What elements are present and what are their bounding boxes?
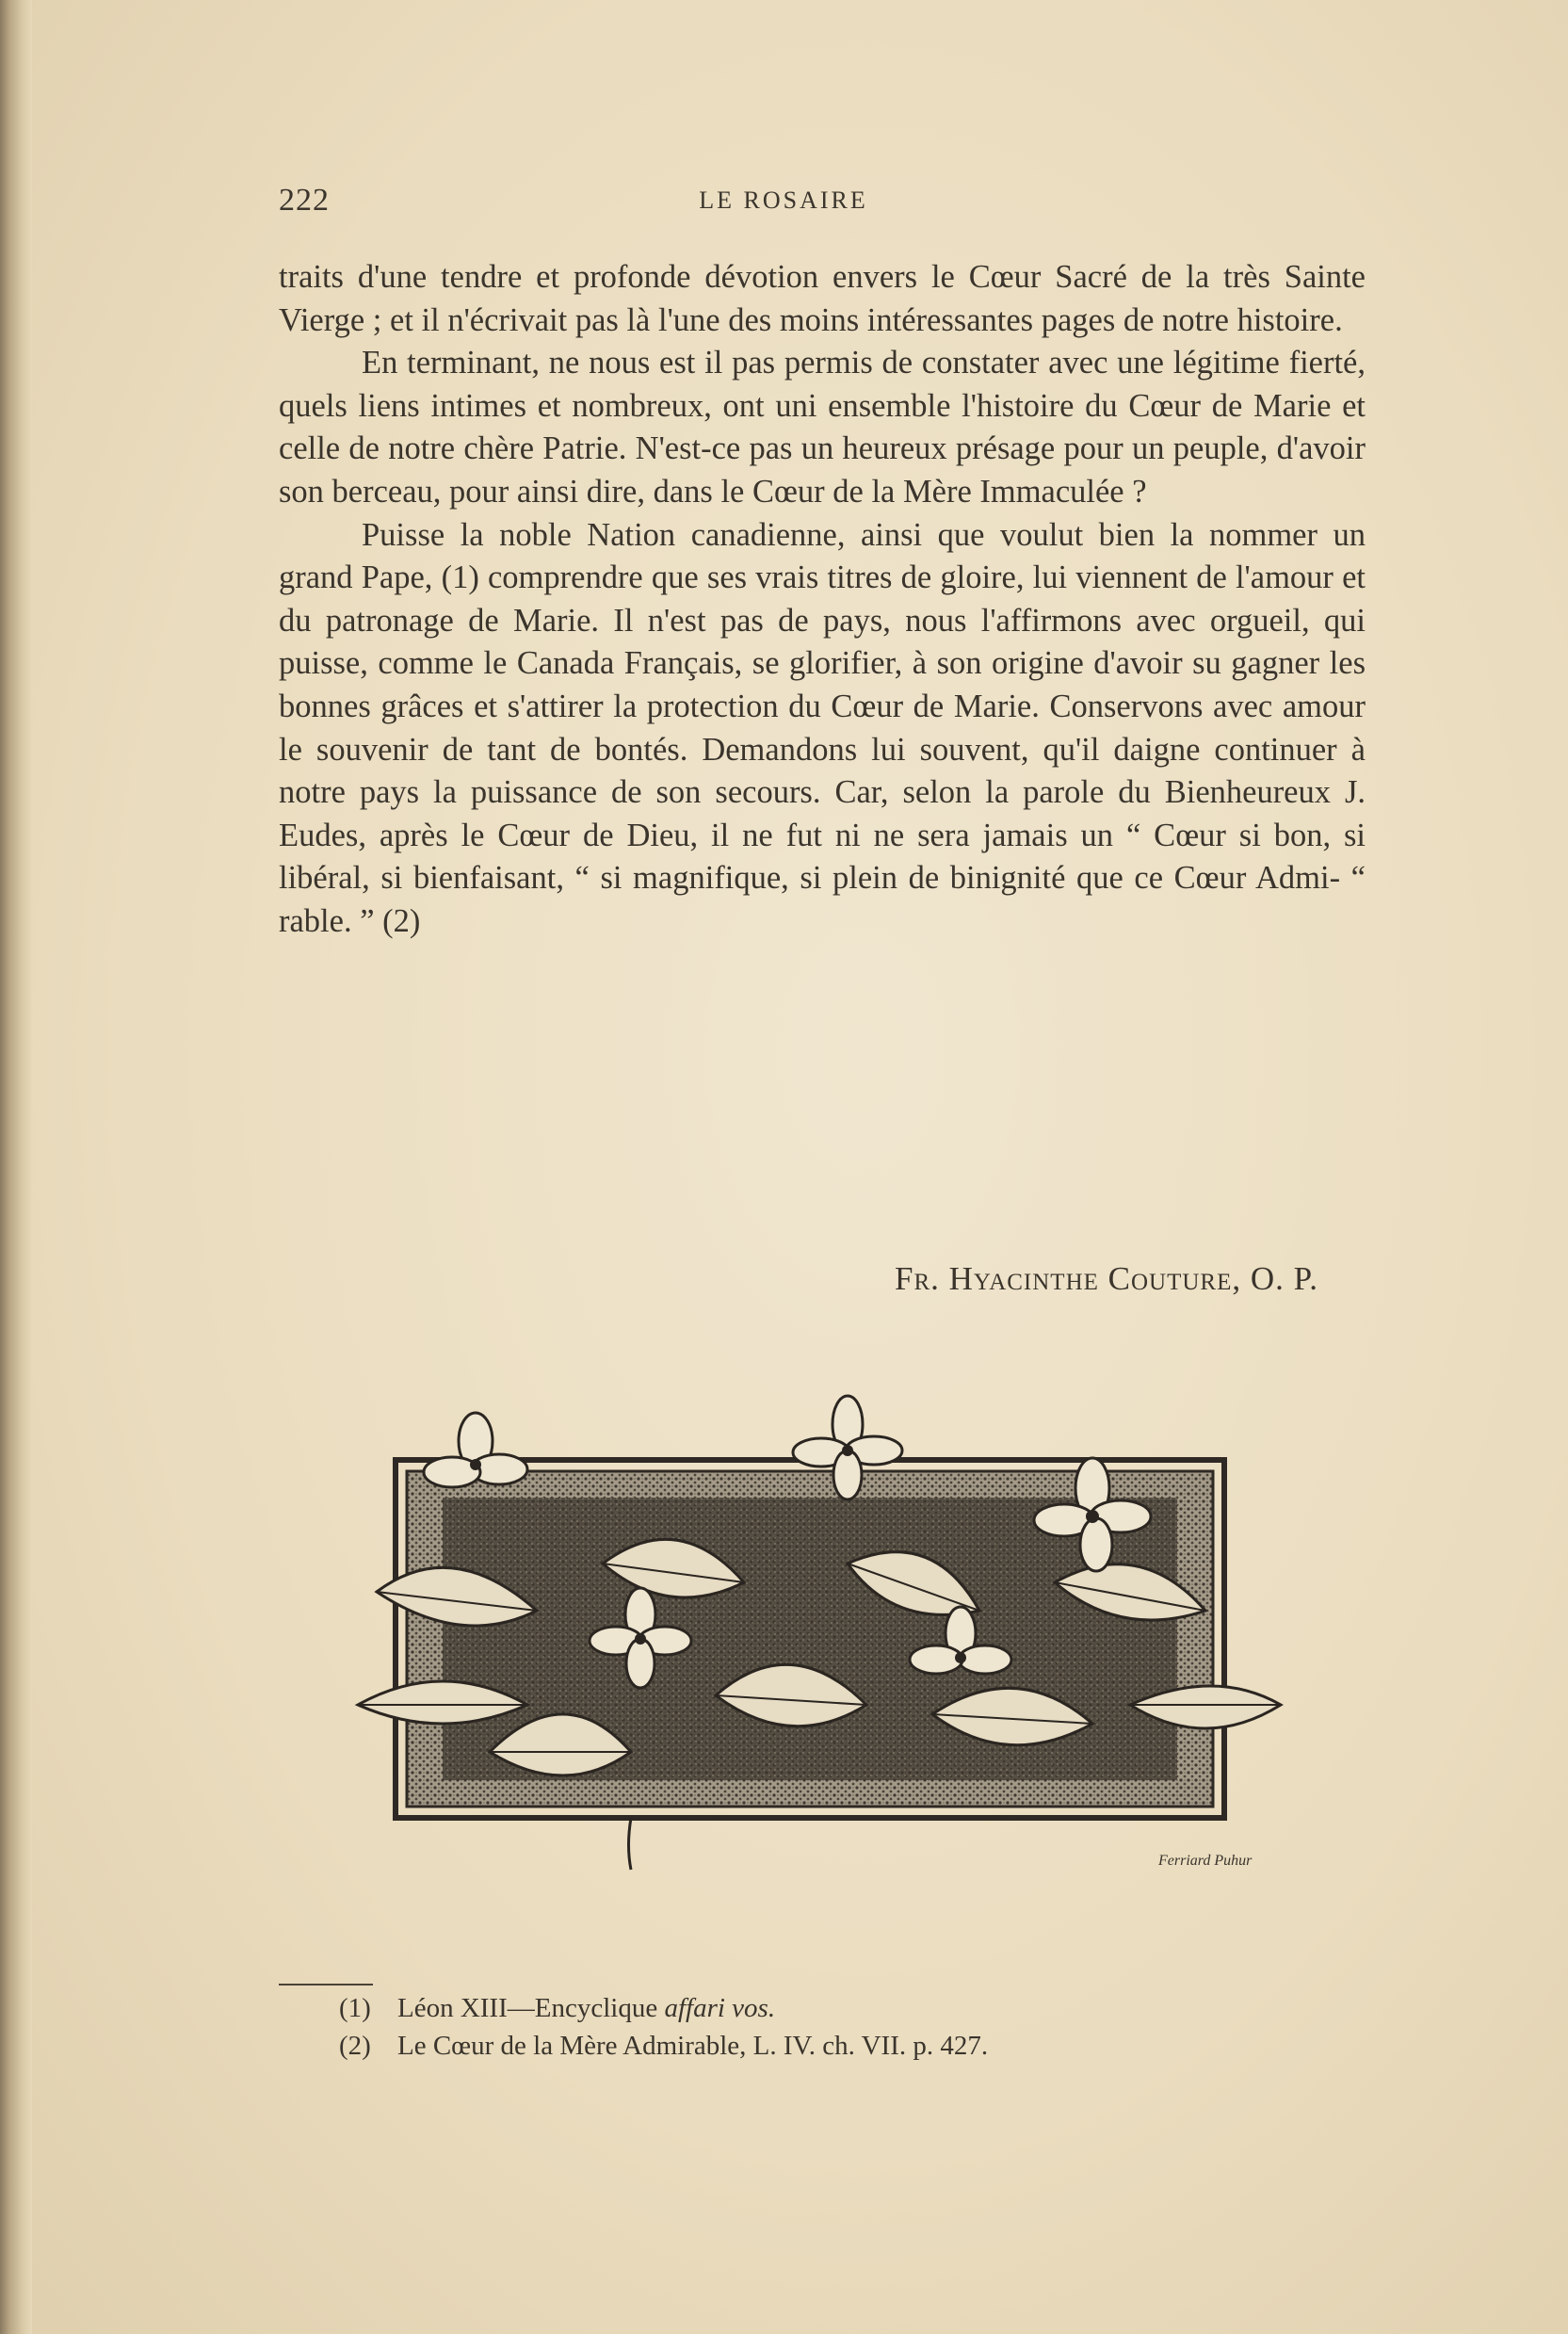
author-signature: Fr. Hyacinthe Couture, O. P. [895,1260,1318,1297]
page-gutter [0,0,32,2334]
paragraph-2: En terminant, ne nous est il pas permis de constater avec une légitime fierté, quels liens intimes et nombreux, ont uni ensemble l'histoire du Cœur de Marie et celle de notre chère Patrie. N'est-ce pas un heureux présage pour un peuple, d'avoir son berceau, pour ainsi dire, dans le Cœur de la Mère Immaculée ? [279,345,1366,510]
paragraph-1: traits d'une tendre et profonde dévotion envers le Cœur Sacré de la très Sainte Vierge ; et il n'écrivait pas là l'une des moins intéressantes pages de notre histoire. [279,259,1366,338]
artist-signature: Ferriard Puhur [1158,1853,1253,1869]
footnote-mark: (2) [339,2031,371,2061]
body-text [279,256,1366,944]
footnote-rule [279,1984,373,1986]
footnote-italic-title: affari vos. [664,1993,776,2023]
paragraph-3: Puisse la noble Nation canadienne, ainsi que voulut bien la nommer un grand Pape, (1) comprendre que ses vrais titres de gloire, lui viennent de l'amour et du patronage de Marie. Il n'est pas de pays, nous l'affirmons avec orgueil, qui puisse, comme le Canada Français, se glorifier, à son origine d'avoir su gagner les bonnes grâces et s'attirer la protection du Cœur de Marie. Conservons avec amour le souvenir de tant de bontés. Demandons lui souvent, qu'il daigne continuer à notre pays la puissance de son secours. Car, selon la parole du Bienheureux J. Eudes, après le Cœur de Dieu, il ne fut ni ne sera jamais un “ Cœur si bon, si libéral, si bienfaisant, “ si magnifique, si plein de binignité que ce Cœur Admi- “ rable. ” (2) [279,516,1366,939]
footnote-2 [339,2027,1375,2065]
page-number: 222 [279,183,330,218]
floral-ornament-illustration [320,1394,1309,1884]
running-head: LE ROSAIRE [699,186,868,214]
footnote-mark: (1) [339,1993,371,2023]
page-header [279,183,1288,220]
footnotes [339,1989,1375,2065]
footnote-1 [339,1989,1375,2027]
footnote-text: Léon XIII—Encyclique [397,1993,665,2023]
footnote-text: Le Cœur de la Mère Admirable, L. IV. ch. VII. p. 427. [397,2031,989,2061]
